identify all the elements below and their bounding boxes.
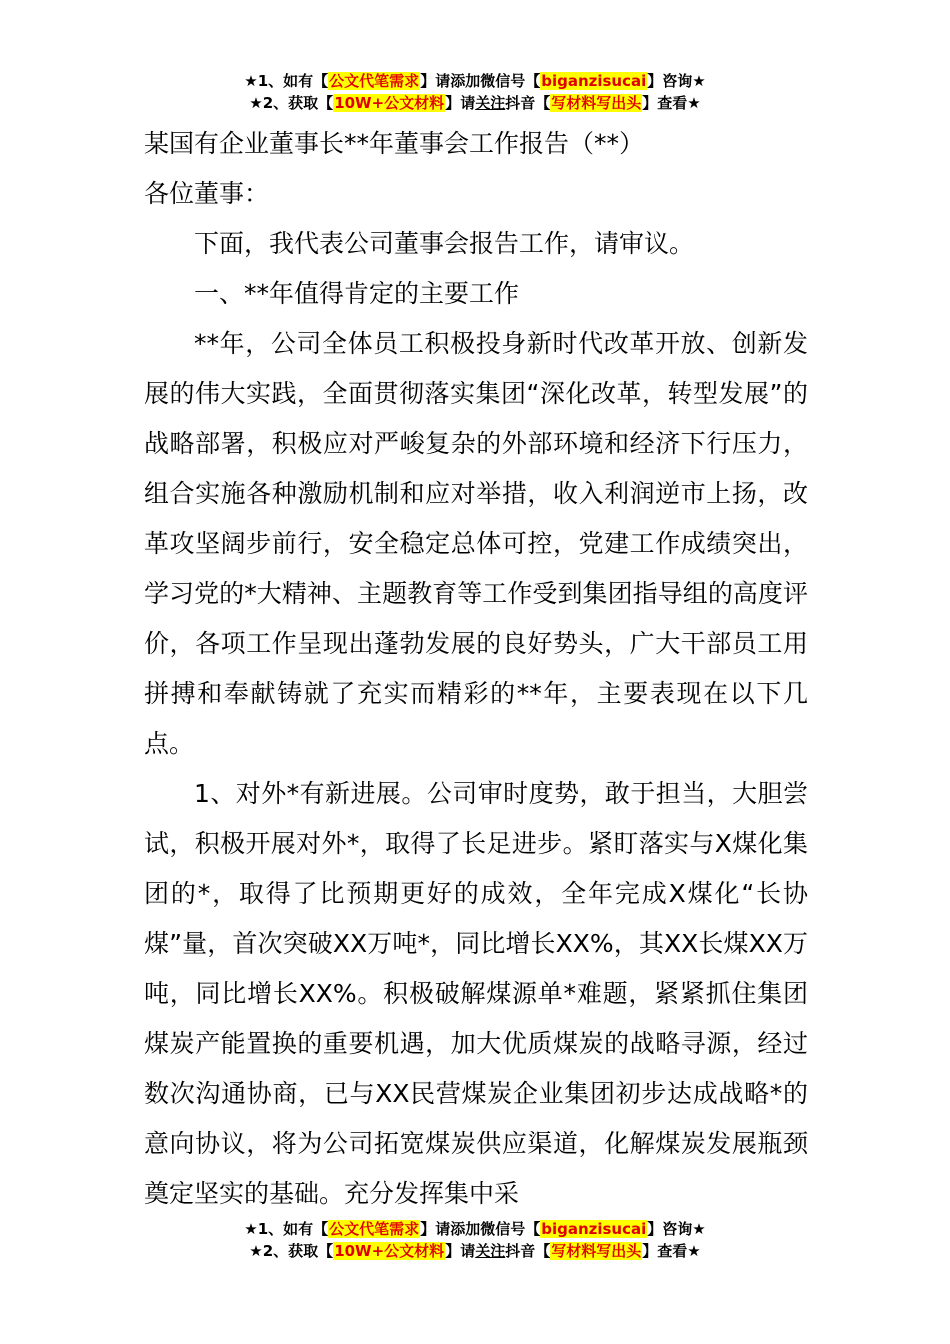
- paragraph-intro: 下面，我代表公司董事会报告工作，请审议。: [194, 229, 695, 258]
- star-icon: ★: [244, 1220, 258, 1238]
- star-icon: ★: [244, 72, 258, 90]
- promo-line-1: [0, 1218, 950, 1240]
- promo-text: 1、如有【: [257, 1220, 329, 1238]
- promo-text: 】请添加微信号【: [420, 72, 541, 90]
- star-icon: ★: [249, 1242, 263, 1260]
- promo-text: 2、获取【: [262, 94, 334, 112]
- promo-text: 】查看★: [642, 1242, 701, 1260]
- promo-text: 】请: [445, 94, 476, 112]
- promo-highlight: 10W+公文材料: [334, 1242, 445, 1260]
- footer-promo-banner: [0, 1218, 950, 1262]
- wechat-id-highlight: biganzisucai: [541, 72, 647, 90]
- douyin-id-highlight: 写材料写出头: [551, 1242, 642, 1260]
- promo-text: 抖音【: [505, 94, 551, 112]
- promo-line-2: [0, 1240, 950, 1262]
- promo-text: 】咨询★: [647, 72, 706, 90]
- wechat-id-highlight: biganzisucai: [541, 1220, 647, 1238]
- document-title: 某国有企业董事长**年董事会工作报告（**）: [144, 129, 645, 158]
- promo-line-1: [0, 70, 950, 92]
- promo-text: 】查看★: [642, 94, 701, 112]
- promo-underlined-text: 关注: [475, 94, 506, 112]
- douyin-id-highlight: 写材料写出头: [551, 94, 642, 112]
- promo-text: 2、获取【: [262, 1242, 334, 1260]
- promo-underlined-text: 关注: [475, 1242, 506, 1260]
- promo-text: 】请添加微信号【: [420, 1220, 541, 1238]
- promo-text: 】咨询★: [647, 1220, 706, 1238]
- section-heading: 一、**年值得肯定的主要工作: [194, 279, 520, 308]
- header-promo-banner: [0, 70, 950, 114]
- promo-line-2: [0, 92, 950, 114]
- promo-highlight: 公文代笔需求: [329, 72, 420, 90]
- promo-text: 抖音【: [505, 1242, 551, 1260]
- star-icon: ★: [249, 94, 263, 112]
- promo-text: 1、如有【: [257, 72, 329, 90]
- document-body: [144, 119, 808, 1219]
- promo-text: 】请: [445, 1242, 476, 1260]
- salutation: 各位董事：: [144, 179, 270, 208]
- paragraph: 1、对外*有新进展。公司审时度势，敢于担当，大胆尝试，积极开展对外*，取得了长足进步。紧盯落实与X煤化集团的*，取得了比预期更好的成效，全年完成X煤化“长协煤”量，首次突破XX万吨*，同比增长XX%，其XX长煤XX万吨，同比增长XX%。积极破解煤源单*难题，紧紧抓住集团煤炭产能置换的重要机遇，加大优质煤炭的战略寻源，经过数次沟通协商，已与XX民营煤炭企业集团初步达成战略*的意向协议，将为公司拓宽煤炭供应渠道，化解煤炭发展瓶颈奠定坚实的基础。充分发挥集中采: [144, 779, 808, 1208]
- promo-highlight: 10W+公文材料: [334, 94, 445, 112]
- paragraph: **年，公司全体员工积极投身新时代改革开放、创新发展的伟大实践，全面贯彻落实集团“深化改革，转型发展”的战略部署，积极应对严峻复杂的外部环境和经济下行压力，组合实施各种激励机制和应对举措，收入利润逆市上扬，改革攻坚阔步前行，安全稳定总体可控，党建工作成绩突出，学习党的*大精神、主题教育等工作受到集团指导组的高度评价，各项工作呈现出蓬勃发展的良好势头，广大干部员工用拼搏和奉献铸就了充实而精彩的**年，主要表现在以下几点。: [144, 329, 808, 758]
- promo-highlight: 公文代笔需求: [329, 1220, 420, 1238]
